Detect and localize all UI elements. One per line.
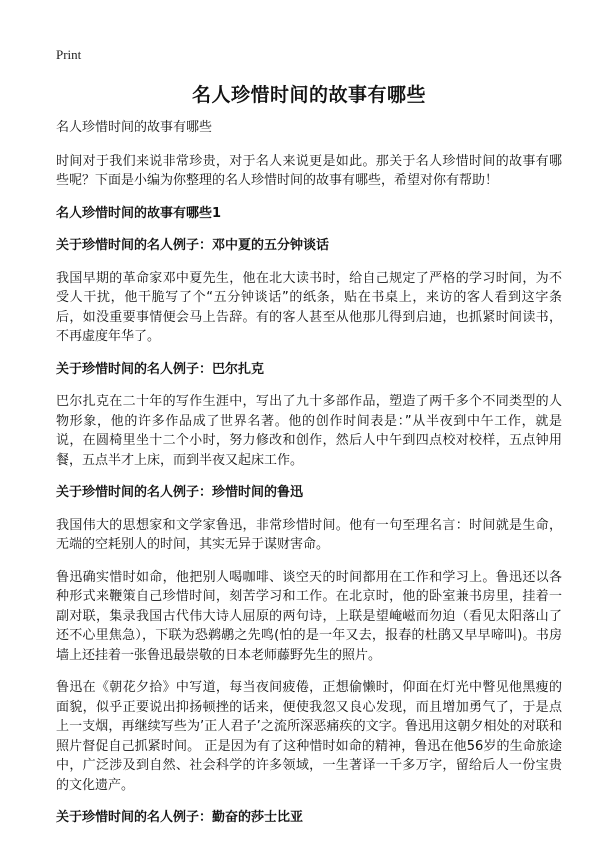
story-paragraph-luxun-2: 鲁迅确实惜时如命，他把别人喝咖啡、谈空天的时间都用在工作和学习上。鲁迅还以各种形式来鞭策自己珍惜时间，刻苦学习和工作。在北京时，他的卧室兼书房里，挂着一副对联，集录我国古代伟大诗人屈原的两句诗，上联是望崦嵫而勿迫（看见太阳落山了还不心里焦急），下联为恐鹈鹕之先鸣(怕的是一年又去，报春的杜鹃又早早啼叫)。书房墙上还挂着一张鲁迅最崇敬的日本老师藤野先生的照片。	[56, 569, 562, 663]
story-paragraph-luxun-1: 我国伟大的思想家和文学家鲁迅，非常珍惜时间。他有一句至理名言：时间就是生命，无端的空耗别人的时间，其实无异于谋财害命。	[56, 517, 562, 552]
story-heading-shakespeare: 关于珍惜时间的名人例子：勤奋的莎士比亚	[56, 810, 304, 825]
print-link[interactable]: Print	[56, 47, 82, 62]
section-heading: 名人珍惜时间的故事有哪些1	[56, 205, 222, 221]
intro-paragraph: 时间对于我们来说非常珍贵，对于名人来说更是如此。那关于名人珍惜时间的故事有哪些呢？下面是小编为你整理的名人珍惜时间的故事有哪些，希望对你有帮助！	[56, 153, 562, 188]
article-subtitle: 名人珍惜时间的故事有哪些	[56, 120, 213, 135]
story-paragraph-deng: 我国早期的革命家邓中夏先生，他在北大读书时，给自己规定了严格的学习时间，为不受人干扰，他干脆写了个“五分钟谈话”的纸条，贴在书桌上，来访的客人看到这字条后，如没重要事情便会马上告辞。有的客人甚至从他那儿得到启迪，也抓紧时间读书，不再虚度年华了。	[56, 270, 562, 344]
story-heading-luxun: 关于珍惜时间的名人例子：珍惜时间的鲁迅	[56, 485, 304, 500]
story-paragraph-luxun-3: 鲁迅在《朝花夕拾》中写道，每当夜间疲倦，正想偷懒时，仰面在灯光中瞥见他黑瘦的面貌，似乎正要说出抑扬顿挫的话来，便使我忽又良心发现，而且增加勇气了，于是点上一支烟，再继续写些为’正人君子’之流所深恶痛疾的文字。鲁迅用这朝夕相处的对联和照片督促自己抓紧时间。 正是因为有了这种惜时如命的精神，鲁迅在他56岁的生命旅途中，广泛涉及到自然、社会科学的许多领域，一生著译一千多万字，留给后人一份宝贵的文化遗产。	[56, 680, 562, 793]
story-heading-balzac: 关于珍惜时间的名人例子：巴尔扎克	[56, 361, 265, 377]
article-body	[56, 118, 562, 841]
story-paragraph-balzac: 巴尔扎克在二十年的写作生涯中，写出了九十多部作品，塑造了两千多个不同类型的人 物形象，他的许多作品成了世界名著。他的创作时间表是：”从半夜到中午工作，就是说，在圆椅里坐十二个小时，努力修改和创作，然后人中午到四点校对校样，五点钟用餐，五点半才上床，而到半夜又起床工作。	[56, 394, 562, 468]
page-title: 名人珍惜时间的故事有哪些	[191, 84, 426, 106]
story-heading-deng: 关于珍惜时间的名人例子：邓中夏的五分钟谈话	[56, 238, 330, 253]
